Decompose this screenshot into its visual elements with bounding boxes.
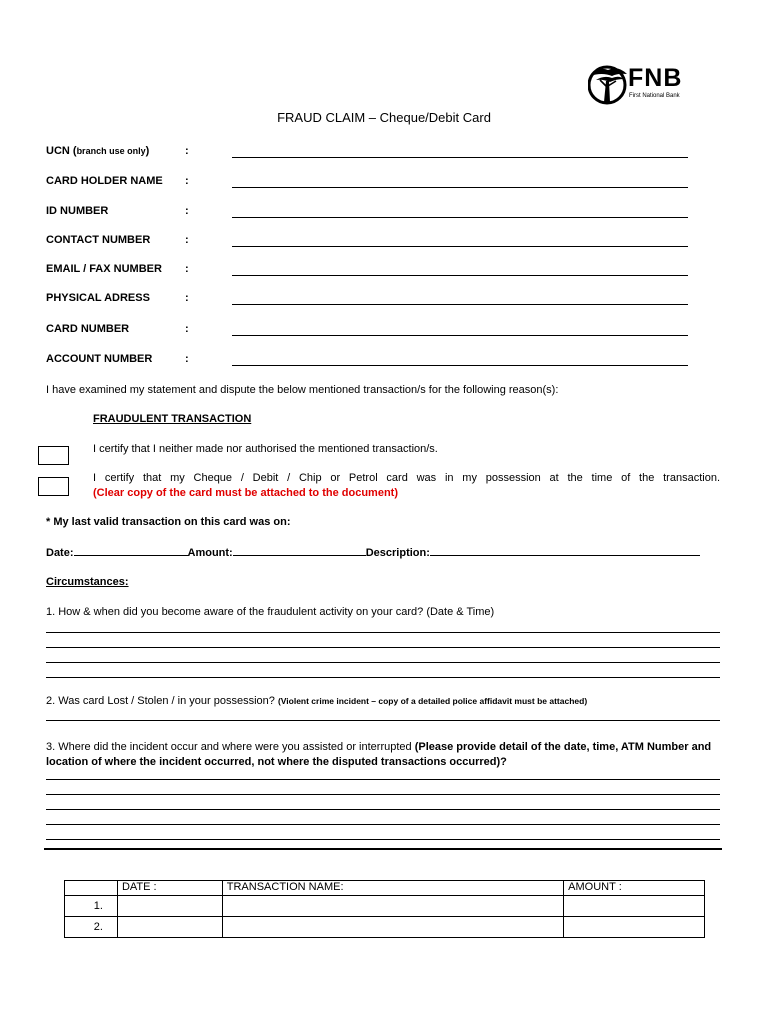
transaction-name-cell[interactable] bbox=[222, 917, 563, 938]
amount-line[interactable] bbox=[233, 546, 366, 556]
question-1: 1. How & when did you become aware of the fraudulent activity on your card? (Date & Time) bbox=[46, 606, 495, 618]
question-3 bbox=[46, 740, 722, 770]
date-label: Date: bbox=[46, 547, 74, 559]
colon: : bbox=[185, 145, 189, 157]
id-number-line[interactable] bbox=[232, 217, 688, 218]
answer-line[interactable] bbox=[46, 794, 720, 795]
card-number-line[interactable] bbox=[232, 335, 688, 336]
physical-address-line[interactable] bbox=[232, 304, 688, 305]
colon: : bbox=[185, 323, 189, 335]
table-header-row bbox=[65, 881, 705, 896]
table-row bbox=[65, 917, 705, 938]
answer-line[interactable] bbox=[46, 647, 720, 648]
question-3-note: (Please provide detail of the date, time, ATM Number and location of where the incident occurred, not where the disputed transactions occurred)? bbox=[46, 741, 712, 768]
field-label-ucn bbox=[46, 145, 149, 157]
contact-number-line[interactable] bbox=[232, 246, 688, 247]
date-line[interactable] bbox=[74, 546, 188, 556]
ucn-label-tail: ) bbox=[145, 145, 150, 157]
card-holder-name-line[interactable] bbox=[232, 187, 688, 188]
answer-line[interactable] bbox=[46, 839, 720, 840]
logo-subtitle: First National Bank bbox=[629, 93, 680, 99]
description-line[interactable] bbox=[430, 546, 700, 556]
amount-cell[interactable] bbox=[564, 896, 705, 917]
colon: : bbox=[185, 175, 189, 187]
table-row bbox=[65, 896, 705, 917]
answer-line[interactable] bbox=[46, 779, 720, 780]
answer-line[interactable] bbox=[46, 809, 720, 810]
last-transaction-details bbox=[46, 546, 700, 559]
description-label: Description: bbox=[365, 547, 430, 559]
certify-card-in-possession-text: I certify that my Cheque / Debit / Chip or Petrol card was in my possession at the time of the transaction. bbox=[93, 472, 720, 484]
logo-brand: FNB bbox=[628, 64, 683, 92]
acacia-tree-icon bbox=[588, 62, 628, 108]
table-header-cell bbox=[65, 881, 118, 896]
question-2 bbox=[46, 695, 587, 707]
date-cell[interactable] bbox=[117, 896, 222, 917]
answer-line[interactable] bbox=[46, 662, 720, 663]
certify-not-authorised-text: I certify that I neither made nor authorised the mentioned transaction/s. bbox=[93, 443, 438, 455]
question-3-text: 3. Where did the incident occur and where were you assisted or interrupted bbox=[46, 741, 415, 753]
dispute-intro: I have examined my statement and dispute the below mentioned transaction/s for the following reason(s): bbox=[46, 384, 559, 396]
date-cell[interactable] bbox=[117, 917, 222, 938]
field-label-card-number: CARD NUMBER bbox=[46, 323, 130, 335]
last-valid-transaction: * My last valid transaction on this card was on: bbox=[46, 516, 291, 528]
answer-line[interactable] bbox=[46, 720, 720, 721]
account-number-line[interactable] bbox=[232, 365, 688, 366]
colon: : bbox=[185, 205, 189, 217]
field-label-physical-address: PHYSICAL ADRESS bbox=[46, 292, 150, 304]
field-label-card-holder-name: CARD HOLDER NAME bbox=[46, 175, 163, 187]
section-divider bbox=[44, 848, 722, 850]
table-header-amount: AMOUNT : bbox=[564, 881, 705, 896]
answer-line[interactable] bbox=[46, 824, 720, 825]
page-title: FRAUD CLAIM – Cheque/Debit Card bbox=[277, 110, 491, 125]
colon: : bbox=[185, 353, 189, 365]
transaction-name-cell[interactable] bbox=[222, 896, 563, 917]
circumstances-heading: Circumstances: bbox=[46, 576, 129, 588]
field-label-email-fax: EMAIL / FAX NUMBER bbox=[46, 263, 162, 275]
ucn-label: UCN ( bbox=[46, 145, 77, 157]
question-2-text: 2. Was card Lost / Stolen / in your possession? bbox=[46, 695, 278, 707]
amount-cell[interactable] bbox=[564, 917, 705, 938]
fraud-heading: FRAUDULENT TRANSACTION bbox=[93, 413, 252, 425]
table-header-date: DATE : bbox=[117, 881, 222, 896]
certify-card-in-possession-checkbox[interactable] bbox=[38, 477, 69, 496]
row-number: 2. bbox=[65, 917, 118, 938]
field-label-id-number: ID NUMBER bbox=[46, 205, 109, 217]
row-number: 1. bbox=[65, 896, 118, 917]
ucn-line[interactable] bbox=[232, 157, 688, 158]
certify-not-authorised-checkbox[interactable] bbox=[38, 446, 69, 465]
colon: : bbox=[185, 263, 189, 275]
table-header-transaction-name: TRANSACTION NAME: bbox=[222, 881, 563, 896]
field-label-account-number: ACCOUNT NUMBER bbox=[46, 353, 153, 365]
fnb-logo bbox=[588, 62, 720, 108]
colon: : bbox=[185, 234, 189, 246]
ucn-note: branch use only bbox=[76, 146, 146, 156]
answer-line[interactable] bbox=[46, 632, 720, 633]
question-2-note: (Violent crime incident – copy of a detailed police affidavit must be attached) bbox=[277, 696, 588, 706]
answer-line[interactable] bbox=[46, 677, 720, 678]
transactions-table bbox=[64, 880, 705, 938]
card-copy-note: (Clear copy of the card must be attached to the document) bbox=[93, 487, 398, 499]
colon: : bbox=[185, 292, 189, 304]
field-label-contact-number: CONTACT NUMBER bbox=[46, 234, 151, 246]
amount-label: Amount: bbox=[187, 547, 233, 559]
email-fax-line[interactable] bbox=[232, 275, 688, 276]
